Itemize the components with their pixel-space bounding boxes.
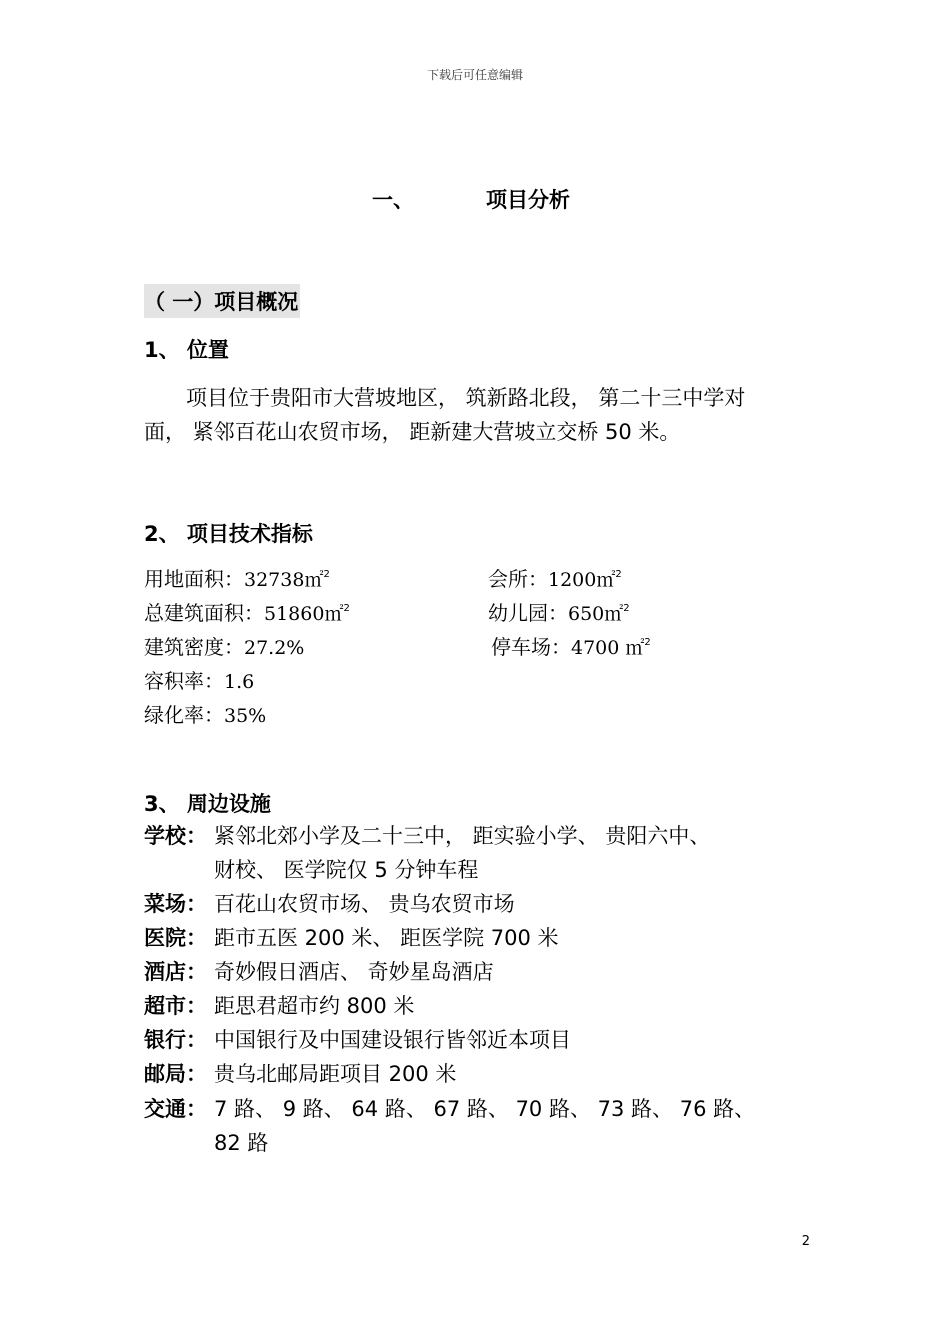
page-header: 下载后可任意编辑 [426,68,523,82]
facility-text: 距思君超市约 800 米 [214,994,415,1018]
spec-value: 27.2% [244,637,305,659]
facilities-heading: 3、 周边设施 [144,792,271,816]
spec-label: 建筑密度： [144,635,244,659]
spec-value: 32738㎡ [244,569,324,591]
spec-parking [491,630,651,664]
location-line-1: 项目位于贵阳市大营坡地区， 筑新路北段， 第二十三中学对 [186,386,746,410]
facility-text: 百花山农贸市场、 贵乌农贸市场 [214,892,515,916]
spec-label: 容积率： [144,669,224,693]
spec-plot-ratio [144,664,254,698]
chapter-title-text: 项目分析 [486,188,570,212]
facility-school [144,819,710,853]
page-number: 2 [801,1234,810,1249]
facility-label: 酒店： [144,960,207,984]
spec-value: 51860㎡ [264,603,344,625]
facility-label: 邮局： [144,1062,207,1086]
facility-label: 学校： [144,824,207,848]
facility-text: 紧邻北郊小学及二十三中， 距实验小学、 贵阳六中、 [214,824,711,848]
facility-traffic [144,1092,755,1126]
spec-value: 650㎡ [568,603,624,625]
chapter-number: 一、 [372,188,414,212]
facility-hospital [144,921,559,955]
spec-sup: 2 [615,569,622,580]
location-line-2: 面， 紧邻百花山农贸市场， 距新建大营坡立交桥 50 米。 [144,420,681,444]
spec-sup: 2 [343,603,350,614]
facility-traffic-continued: 82 路 [214,1131,269,1155]
facility-label: 超市： [144,994,207,1018]
spec-sup: 2 [644,637,651,648]
spec-value: 1.6 [224,671,255,693]
location-heading: 1、 位置 [144,338,229,362]
facility-hotel [144,955,494,989]
spec-label: 绿化率： [144,703,224,727]
facility-label: 银行： [144,1028,207,1052]
spec-label: 总建筑面积： [144,601,264,625]
spec-green-ratio [144,698,266,732]
facility-text: 中国银行及中国建设银行皆邻近本项目 [214,1028,571,1052]
spec-label: 幼儿园： [488,601,568,625]
facility-supermarket [144,989,414,1023]
spec-building-density [144,630,304,664]
spec-land-area [144,562,330,596]
facility-text: 贵乌北邮局距项目 200 米 [214,1062,457,1086]
chapter-title [372,184,570,214]
facility-market [144,887,515,921]
facility-text: 距市五医 200 米、 距医学院 700 米 [214,926,559,950]
spec-value: 4700 ㎡ [571,637,645,659]
spec-label: 停车场： [491,635,571,659]
spec-sup: 2 [323,569,330,580]
specs-heading: 2、 项目技术指标 [144,522,313,546]
spec-label: 会所： [488,567,548,591]
spec-label: 用地面积： [144,567,244,591]
facility-post-office [144,1057,456,1091]
facility-label: 交通： [144,1097,207,1121]
spec-clubhouse [488,562,622,596]
section-title: （ 一）项目概况 [144,284,300,318]
facility-text: 奇妙假日酒店、 奇妙星岛酒店 [214,960,494,984]
facility-text: 7 路、 9 路、 64 路、 67 路、 70 路、 73 路、 76 路、 [214,1097,756,1121]
facility-label: 菜场： [144,892,207,916]
spec-kindergarten [488,596,630,630]
spec-value: 35% [224,705,267,727]
spec-value: 1200㎡ [548,569,616,591]
facility-bank [144,1023,571,1057]
facility-label: 医院： [144,926,207,950]
spec-total-floor-area [144,596,350,630]
location-paragraph [144,381,814,449]
facility-school-continued: 财校、 医学院仅 5 分钟车程 [214,858,479,882]
spec-sup: 2 [623,603,630,614]
